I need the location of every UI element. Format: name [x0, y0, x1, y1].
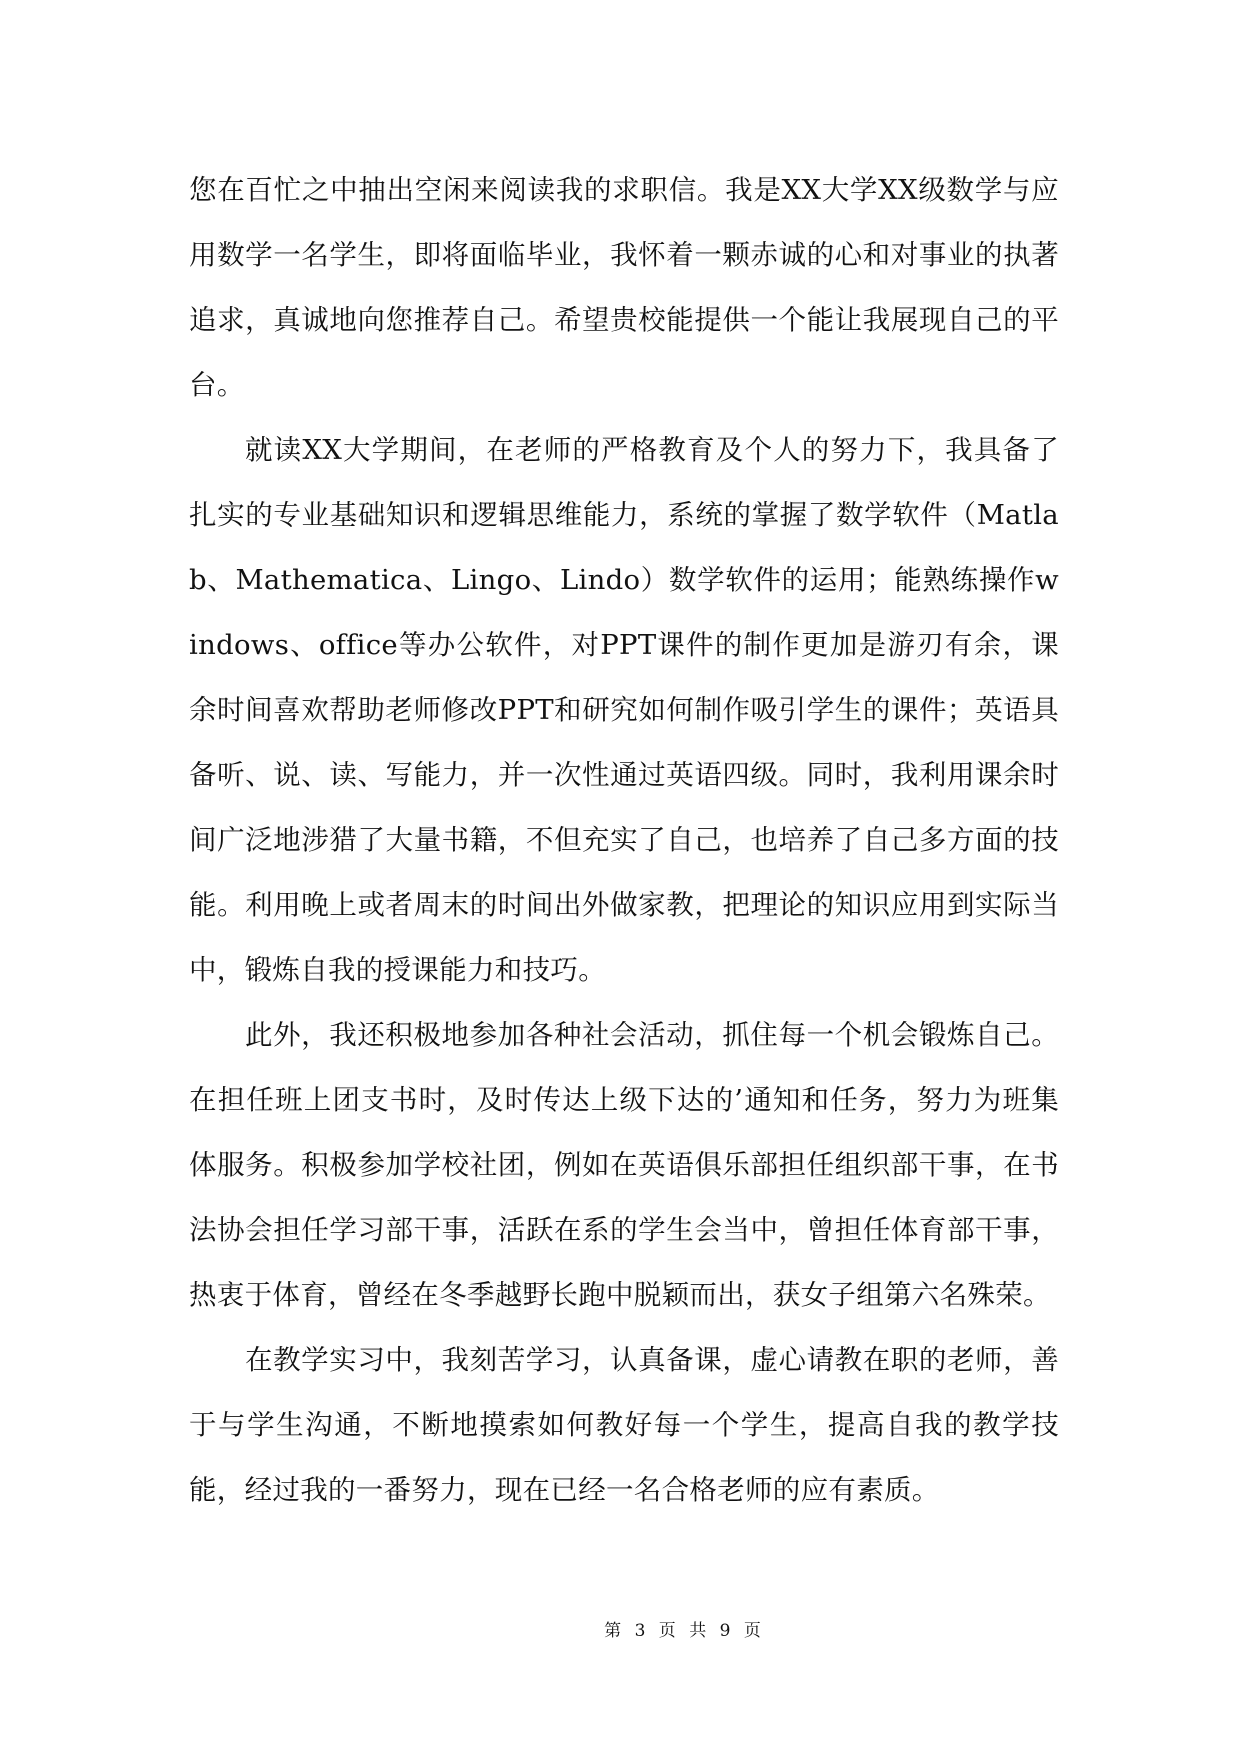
paragraph-study: 就读XX大学期间，在老师的严格教育及个人的努力下，我具备了扎实的专业基础知识和逻辑思维能力，系统的掌握了数学软件（Matlab、Mathematica、Lingo、Lindo）数学软件的运用；能熟练操作windows、office等办公软件，对PPT课件的制作更加是游刃有余，课余时间喜欢帮助老师修改PPT和研究如何制作吸引学生的课件；英语具备听、说、读、写能力，并一次性通过英语四级。同时，我利用课余时间广泛地涉猎了大量书籍，不但充实了自己，也培养了自己多方面的技能。利用晚上或者周末的时间出外做家教，把理论的知识应用到实际当中，锻炼自我的授课能力和技巧。 [189, 434, 1059, 986]
paragraph-intro: 您在百忙之中抽出空闲来阅读我的求职信。我是XX大学XX级数学与应用数学一名学生，即将面临毕业，我怀着一颗赤诚的心和对事业的执著追求，真诚地向您推荐自己。希望贵校能提供一个能让我展现自己的平台。 [189, 174, 1059, 401]
page-number: 第 3 页 共 9 页 [604, 1621, 765, 1641]
paragraph-activities: 此外，我还积极地参加各种社会活动，抓住每一个机会锻炼自己。在担任班上团支书时，及时传达上级下达的’通知和任务，努力为班集体服务。积极参加学校社团，例如在英语俱乐部担任组织部干事，在书法协会担任学习部干事，活跃在系的学生会当中，曾担任体育部干事，热衷于体育，曾经在冬季越野长跑中脱颖而出，获女子组第六名殊荣。 [189, 1019, 1059, 1311]
body-text [189, 158, 1059, 1523]
paragraph-internship: 在教学实习中，我刻苦学习，认真备课，虚心请教在职的老师，善于与学生沟通，不断地摸索如何教好每一个学生，提高自我的教学技能，经过我的一番努力，现在已经一名合格老师的应有素质。 [189, 1344, 1059, 1506]
